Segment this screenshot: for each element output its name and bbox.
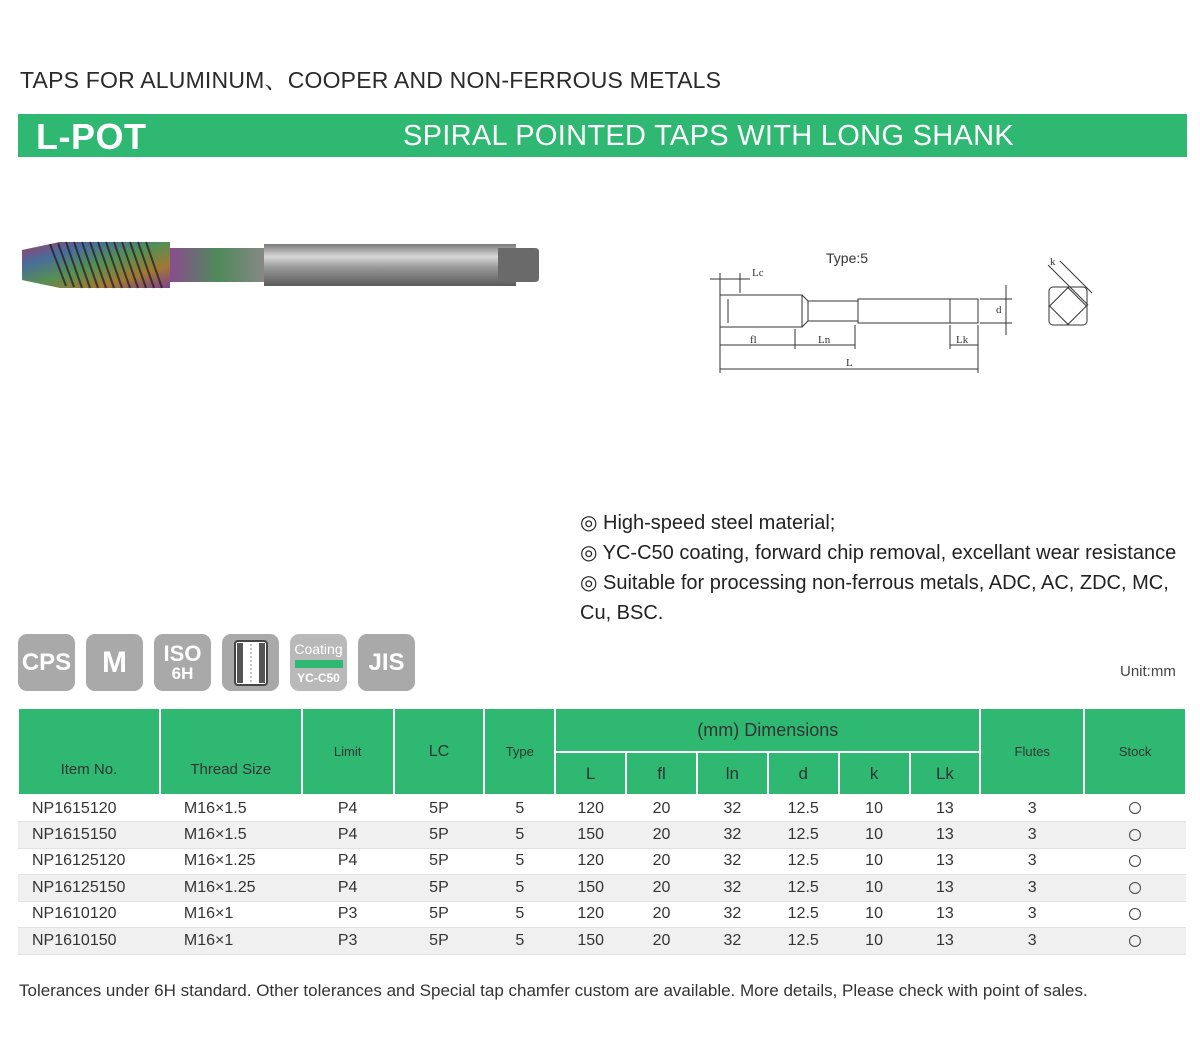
cell-lk: 13 [910, 928, 981, 955]
feature-list [580, 508, 1185, 628]
cell-ln: 32 [697, 928, 768, 955]
cell-L: 120 [555, 848, 626, 875]
cell-L: 150 [555, 822, 626, 849]
diagram-label-l: L [846, 357, 853, 369]
cell-lk: 13 [910, 875, 981, 902]
cell-lc: 5P [394, 822, 485, 849]
cell-thread-size: M16×1 [160, 901, 302, 928]
table-row [18, 928, 1186, 955]
cell-ln: 32 [697, 822, 768, 849]
cell-lk: 13 [910, 901, 981, 928]
category-title: TAPS FOR ALUMINUM、COOPER AND NON-FERROUS METALS [20, 67, 722, 93]
stock-circle-icon [1129, 802, 1141, 814]
cell-L: 150 [555, 928, 626, 955]
product-banner [18, 114, 1187, 157]
stock-circle-icon [1129, 908, 1141, 920]
cell-type: 5 [484, 822, 555, 849]
diagram-label-lc: Lc [752, 267, 764, 279]
cell-lc: 5P [394, 901, 485, 928]
cell-flutes: 3 [980, 795, 1084, 822]
diagram-type-label: Type:5 [826, 250, 869, 266]
header-type: Type [484, 708, 555, 795]
table-row [18, 901, 1186, 928]
table-row [18, 822, 1186, 849]
cell-d: 12.5 [768, 795, 839, 822]
cell-type: 5 [484, 928, 555, 955]
cell-stock [1084, 928, 1186, 955]
cps-badge: CPS [18, 634, 75, 691]
header-lc: LC [394, 708, 485, 795]
cell-fl: 20 [626, 928, 697, 955]
cell-item-no: NP1615120 [18, 795, 160, 822]
cell-d: 12.5 [768, 848, 839, 875]
cell-flutes: 3 [980, 875, 1084, 902]
diagram-label-d: d [996, 304, 1002, 316]
cell-limit: P4 [302, 848, 394, 875]
cell-lk: 13 [910, 822, 981, 849]
product-code: L-POT [36, 116, 147, 157]
stock-circle-icon [1129, 882, 1141, 894]
cell-item-no: NP16125150 [18, 875, 160, 902]
cell-lc: 5P [394, 848, 485, 875]
cell-thread-size: M16×1.25 [160, 848, 302, 875]
cell-stock [1084, 822, 1186, 849]
cell-k: 10 [839, 795, 910, 822]
cell-flutes: 3 [980, 928, 1084, 955]
cell-ln: 32 [697, 875, 768, 902]
stock-circle-icon [1129, 829, 1141, 841]
stock-circle-icon [1129, 855, 1141, 867]
cell-fl: 20 [626, 901, 697, 928]
metric-badge: M [86, 634, 143, 691]
diagram-label-k: k [1050, 256, 1056, 268]
header-dim-d: d [768, 752, 839, 795]
feature-item: ◎ Suitable for processing non-ferrous metals, ADC, AC, ZDC, MC, Cu, BSC. [580, 572, 1169, 624]
cell-limit: P4 [302, 875, 394, 902]
cell-thread-size: M16×1.5 [160, 822, 302, 849]
cell-limit: P3 [302, 901, 394, 928]
footnote: Tolerances under 6H standard. Other tolerances and Special tap chamfer custom are available. More details, Please check with point of sales. [19, 981, 1088, 1000]
cell-k: 10 [839, 928, 910, 955]
cell-limit: P4 [302, 822, 394, 849]
header-item-no: Item No. [18, 708, 160, 795]
feature-item: ◎ High-speed steel material; [580, 512, 836, 534]
cell-L: 120 [555, 901, 626, 928]
cell-k: 10 [839, 875, 910, 902]
stock-circle-icon [1129, 935, 1141, 947]
spec-badges [18, 634, 415, 691]
cell-ln: 32 [697, 795, 768, 822]
product-subtitle: SPIRAL POINTED TAPS WITH LONG SHANK [403, 120, 1015, 152]
cell-k: 10 [839, 822, 910, 849]
cell-lk: 13 [910, 848, 981, 875]
cell-type: 5 [484, 901, 555, 928]
table-row [18, 795, 1186, 822]
jis-badge: JIS [358, 634, 415, 691]
cell-flutes: 3 [980, 901, 1084, 928]
cell-stock [1084, 901, 1186, 928]
cell-stock [1084, 875, 1186, 902]
cell-thread-size: M16×1.5 [160, 795, 302, 822]
header-dim-ln: ln [697, 752, 768, 795]
table-row [18, 875, 1186, 902]
header-dim-k: k [839, 752, 910, 795]
diagram-label-fl: fl [750, 334, 757, 346]
cell-fl: 20 [626, 795, 697, 822]
cell-ln: 32 [697, 901, 768, 928]
cell-item-no: NP1615150 [18, 822, 160, 849]
unit-label: Unit:mm [1120, 663, 1176, 680]
cell-thread-size: M16×1 [160, 928, 302, 955]
diagram-label-lk: Lk [956, 334, 969, 346]
cell-ln: 32 [697, 848, 768, 875]
cell-lc: 5P [394, 875, 485, 902]
header-stock: Stock [1084, 708, 1186, 795]
cell-item-no: NP16125120 [18, 848, 160, 875]
cell-flutes: 3 [980, 822, 1084, 849]
cell-thread-size: M16×1.25 [160, 875, 302, 902]
cell-k: 10 [839, 848, 910, 875]
cell-L: 150 [555, 875, 626, 902]
cell-d: 12.5 [768, 875, 839, 902]
cell-k: 10 [839, 901, 910, 928]
cell-fl: 20 [626, 822, 697, 849]
cell-d: 12.5 [768, 928, 839, 955]
header-flutes: Flutes [980, 708, 1084, 795]
cell-lk: 13 [910, 795, 981, 822]
cell-item-no: NP1610120 [18, 901, 160, 928]
header-limit: Limit [302, 708, 394, 795]
header-dim-L: L [555, 752, 626, 795]
cell-type: 5 [484, 875, 555, 902]
cell-d: 12.5 [768, 822, 839, 849]
spec-table [17, 707, 1187, 955]
header-dim-lk: Lk [910, 752, 981, 795]
header-thread-size: Thread Size [160, 708, 302, 795]
cell-d: 12.5 [768, 901, 839, 928]
cell-limit: P3 [302, 928, 394, 955]
cell-type: 5 [484, 848, 555, 875]
feature-item: ◎ YC-C50 coating, forward chip removal, excellant wear resistance [580, 542, 1177, 564]
cell-L: 120 [555, 795, 626, 822]
cell-stock [1084, 795, 1186, 822]
iso-6h-badge: ISO 6H [154, 634, 211, 691]
table-row [18, 848, 1186, 875]
tap-dimension-diagram [700, 245, 1120, 385]
coating-badge: Coating YC-C50 [290, 634, 347, 691]
cell-item-no: NP1610150 [18, 928, 160, 955]
cell-limit: P4 [302, 795, 394, 822]
header-dim-fl: fl [626, 752, 697, 795]
cell-lc: 5P [394, 795, 485, 822]
cell-stock [1084, 848, 1186, 875]
spiral-point-icon [222, 634, 279, 691]
tap-product-image [20, 236, 545, 294]
diagram-label-ln: Ln [818, 334, 831, 346]
cell-flutes: 3 [980, 848, 1084, 875]
cell-lc: 5P [394, 928, 485, 955]
cell-type: 5 [484, 795, 555, 822]
cell-fl: 20 [626, 875, 697, 902]
cell-fl: 20 [626, 848, 697, 875]
header-dimensions: (mm) Dimensions [555, 708, 980, 752]
